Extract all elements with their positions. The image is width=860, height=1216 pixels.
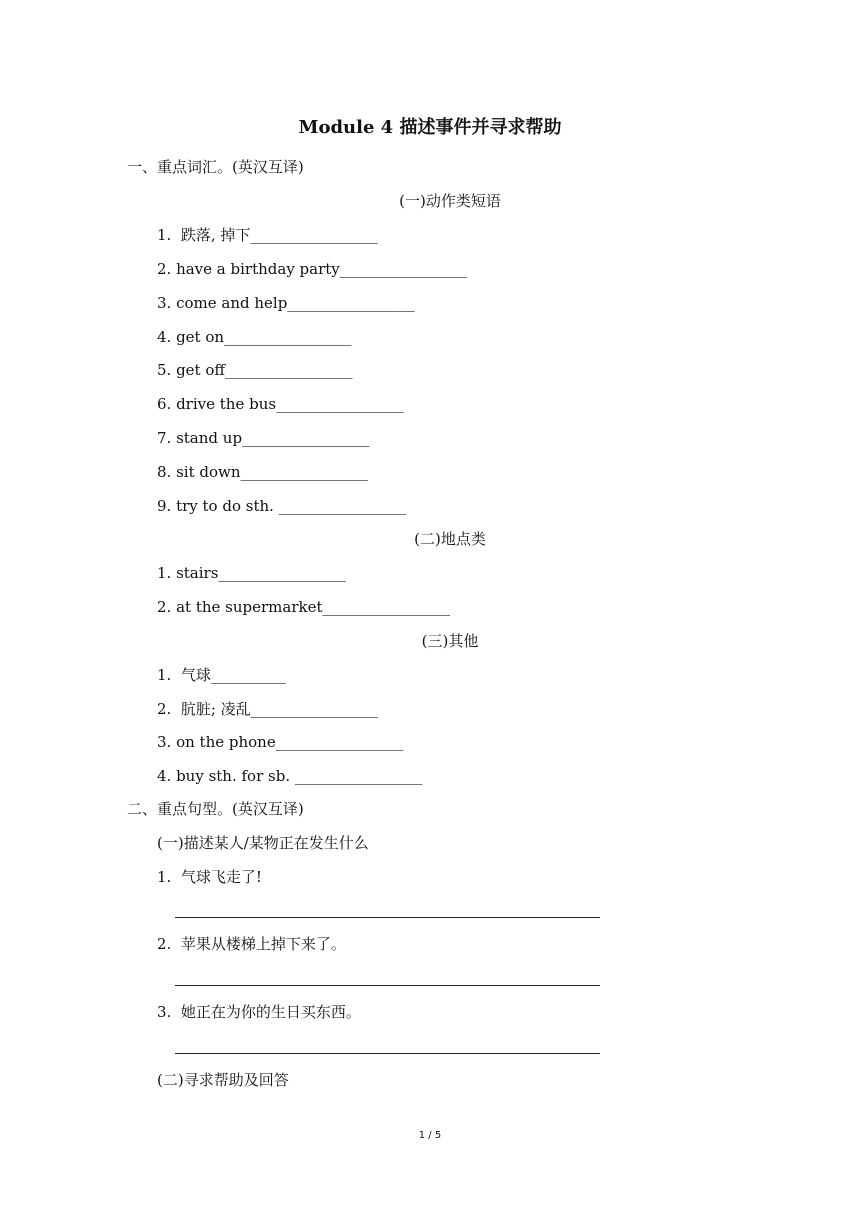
vocab-item: 3. on the phone_________________ <box>157 733 404 751</box>
vocab-item: 8. sit down_________________ <box>157 463 369 481</box>
vocab-item: 7. stand up_________________ <box>157 429 370 447</box>
vocab-item: 1. 气球__________ <box>157 666 286 684</box>
subheading-asking-for-help: (二)寻求帮助及回答 <box>157 1071 289 1089</box>
vocab-item: 5. get off_________________ <box>157 361 353 379</box>
section-heading-vocabulary: 一、重点词汇。(英汉互译) <box>127 158 304 176</box>
subheading-places: (二)地点类 <box>414 530 486 548</box>
page-number: 1 / 5 <box>418 1130 442 1141</box>
subheading-describe-happening: (一)描述某人/某物正在发生什么 <box>157 834 369 852</box>
vocab-item: 9. try to do sth. _________________ <box>157 497 407 515</box>
subheading-others: (三)其他 <box>421 632 479 650</box>
sentence-item: 2. 苹果从楼梯上掉下来了。 <box>157 935 346 953</box>
vocab-item: 2. at the supermarket_________________ <box>157 598 450 616</box>
section-heading-sentences: 二、重点句型。(英汉互译) <box>127 800 304 818</box>
vocab-item: 3. come and help_________________ <box>157 294 415 312</box>
vocab-item: 1. stairs_________________ <box>157 564 346 582</box>
sentence-item: 1. 气球飞走了! <box>157 868 262 886</box>
page-title: Module 4 描述事件并寻求帮助 <box>298 117 562 138</box>
answer-line[interactable] <box>175 985 600 986</box>
answer-line[interactable] <box>175 917 600 918</box>
vocab-item: 1. 跌落, 掉下_________________ <box>157 226 378 244</box>
vocab-item: 6. drive the bus_________________ <box>157 395 404 413</box>
answer-line[interactable] <box>175 1053 600 1054</box>
vocab-item: 2. 肮脏; 凌乱_________________ <box>157 700 379 718</box>
vocab-item: 4. get on_________________ <box>157 328 352 346</box>
subheading-action-phrases: (一)动作类短语 <box>399 192 501 210</box>
vocab-item: 4. buy sth. for sb. _________________ <box>157 767 423 785</box>
vocab-item: 2. have a birthday party_________________ <box>157 260 468 278</box>
sentence-item: 3. 她正在为你的生日买东西。 <box>157 1003 361 1021</box>
